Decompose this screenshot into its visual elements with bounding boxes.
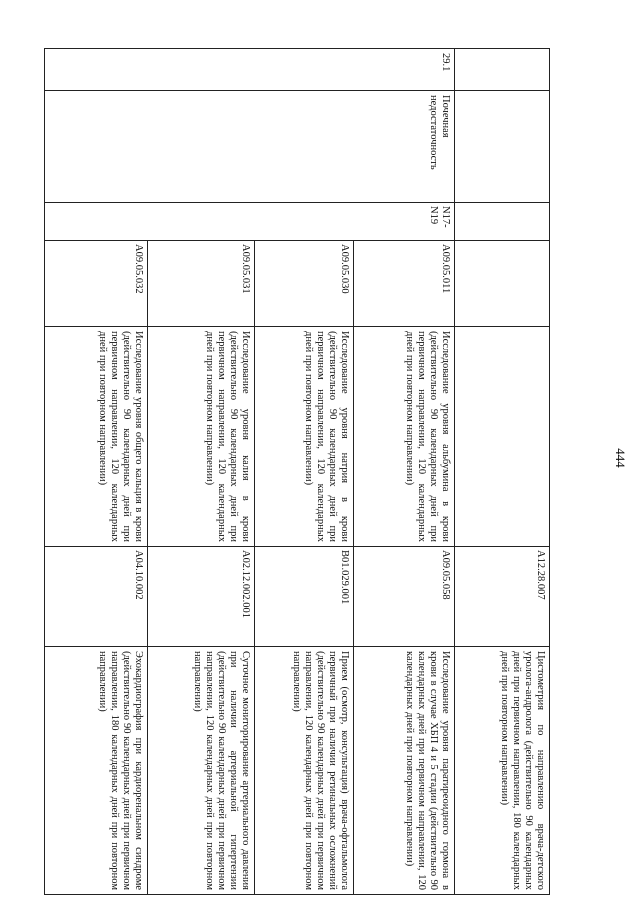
empty-cell	[455, 241, 550, 327]
service-code: A09.05.031	[148, 241, 255, 327]
service-description: Прием (осмотр, консультация) врача-офтальмолога первичный при наличии ретинальных осложнений (действительно 90 календарных дней при первичном направлении, 120 календарных дней при повторном направлении)	[255, 647, 354, 895]
rotated-page-content	[96, 48, 550, 894]
service-description: Исследование уровня калия в крови (действительно 90 календарных дней при первичном направлении, 120 календарных дней при повторном направлении)	[148, 327, 255, 547]
service-description: Суточное мониторирование артериального давления при наличии артериальной гипертензии (действительно 90 календарных дней при первичном направлении, 120 календарных дней при повторном направлении)	[148, 647, 255, 895]
condition-name: Почечная недостаточность	[45, 91, 455, 203]
service-description: Исследование уровня паратиреоидного гормона в крови в случае ХБП 4 и 5 стадии (действительно 90 календарных дней при первичном направлении, 120 календарных дней при повторном направлении)	[354, 647, 455, 895]
service-code: A12.28.007	[455, 547, 550, 647]
empty-cell	[455, 91, 550, 203]
service-description: Цистометрия по направлению врача-детского уролога-андролога (действительно 90 календарных дней при первичном направлении, 180 календарных дней при повторном направлении)	[455, 647, 550, 895]
services-table	[44, 48, 550, 895]
service-description: Исследование уровня альбумина в крови (действительно 90 календарных дней при первичном направлении, 120 календарных дней при повторном направлении)	[354, 327, 455, 547]
service-code: B01.029.001	[255, 547, 354, 647]
icd-codes: N17-N19	[45, 203, 455, 241]
service-code: A09.05.011	[354, 241, 455, 327]
service-code: A09.05.030	[255, 241, 354, 327]
service-code: A02.12.002.001	[148, 547, 255, 647]
service-code: A09.05.032	[45, 241, 148, 327]
table-row	[455, 49, 550, 895]
table-row	[354, 49, 455, 895]
page-number: 444	[613, 448, 628, 468]
section-number: 29.1	[45, 49, 455, 91]
service-description: Эхокардиография при кардиоренальном синдроме (действительно 90 календарных дней при первичном направлении, 180 календарных дней при повторном направлении)	[45, 647, 148, 895]
service-code: A04.10.002	[45, 547, 148, 647]
empty-cell	[455, 327, 550, 547]
empty-cell	[455, 49, 550, 91]
service-description: Исследование уровня общего кальция в крови (действительно 90 календарных дней при первичном направлении, 120 календарных дней при повторном направлении)	[45, 327, 148, 547]
service-code: A09.05.058	[354, 547, 455, 647]
empty-cell	[455, 203, 550, 241]
service-description: Исследование уровня натрия в крови (действительно 90 календарных дней при первичном направлении, 120 календарных дней при повторном направлении)	[255, 327, 354, 547]
